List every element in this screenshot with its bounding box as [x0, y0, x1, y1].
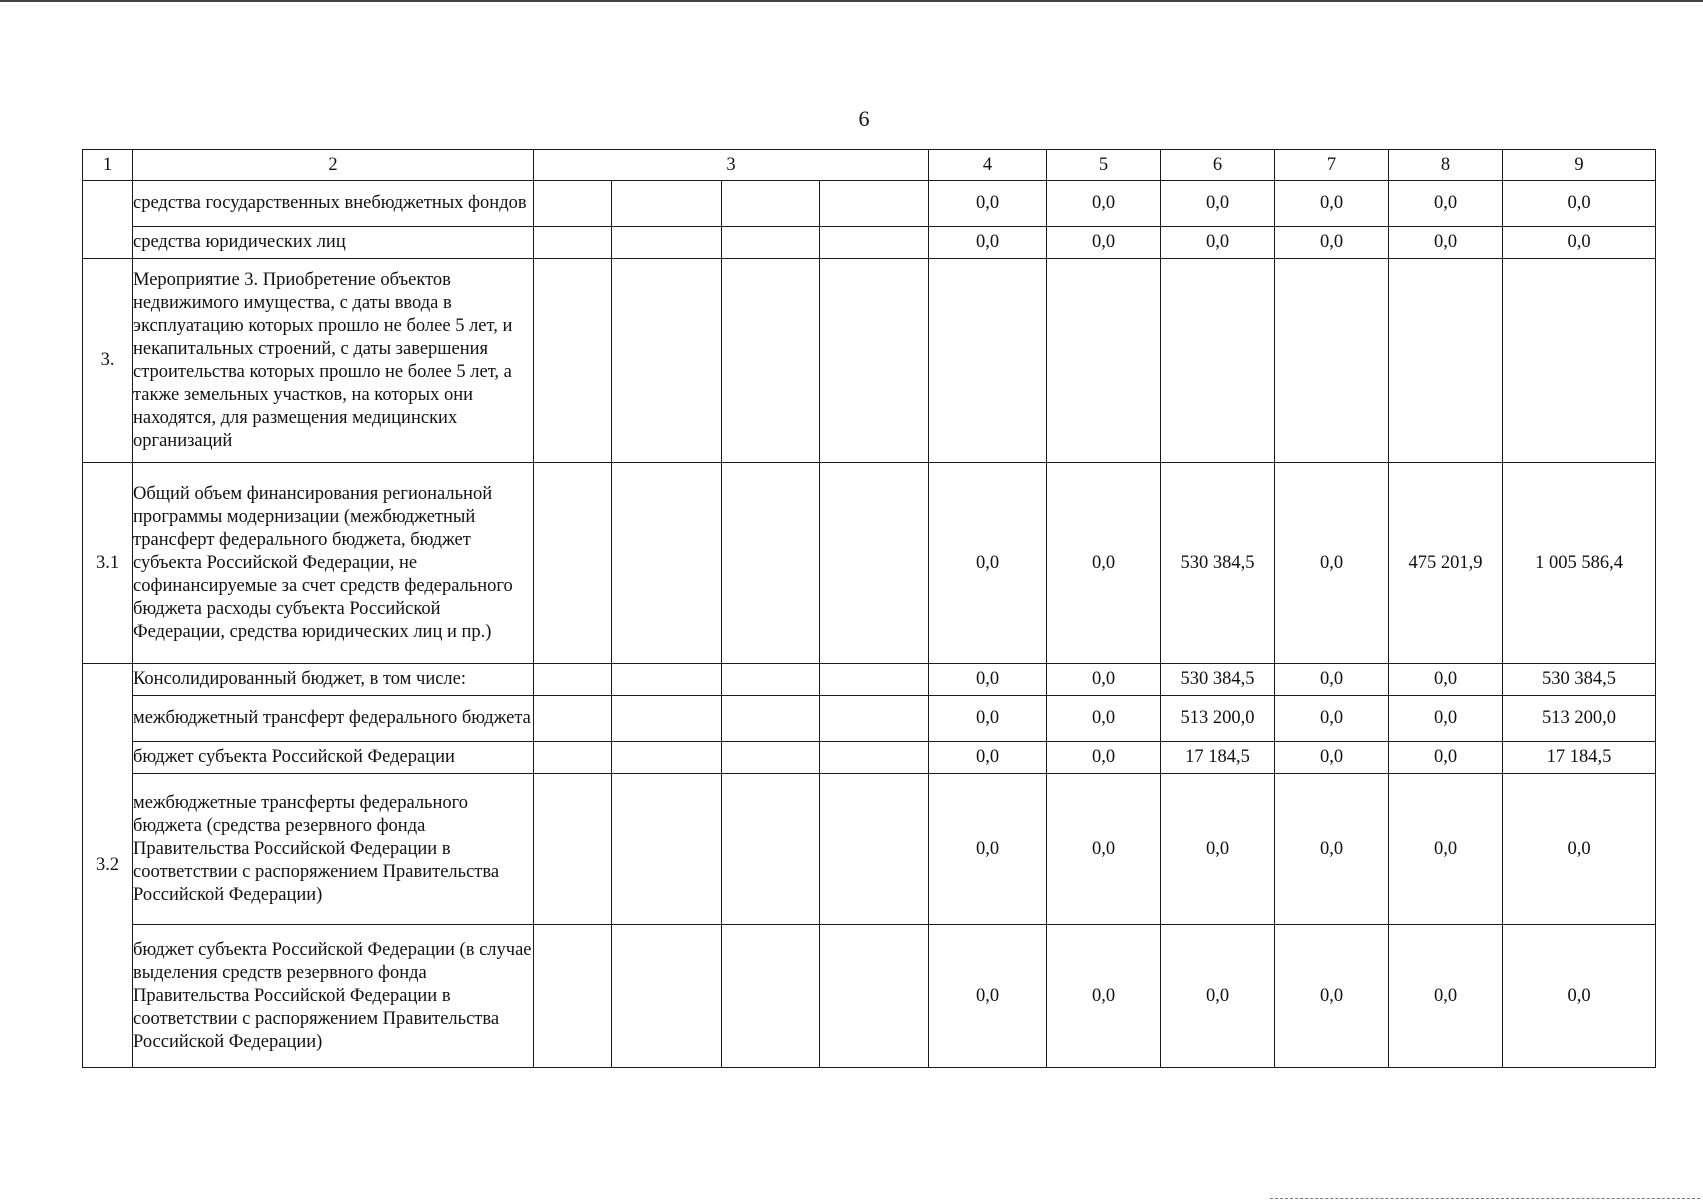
empty-cell — [820, 259, 929, 463]
value-col-4: 0,0 — [929, 463, 1047, 664]
header-col-5: 5 — [1047, 150, 1161, 181]
header-col-7: 7 — [1275, 150, 1389, 181]
empty-cell — [722, 463, 820, 664]
table-row — [83, 463, 1656, 664]
value-col-9: 530 384,5 — [1503, 664, 1656, 696]
empty-cell — [820, 463, 929, 664]
value-col-4: 0,0 — [929, 227, 1047, 259]
empty-cell — [534, 463, 612, 664]
empty-cell — [820, 227, 929, 259]
row-description: Общий объем финансирования региональной программы модернизации (межбюджетный трансферт федерального бюджета, бюджет субъекта Российской Федерации, не софинансируемые за счет средств федерального бюджета расходы субъекта Российской Федерации, средства юридических лиц и пр.) — [133, 463, 534, 664]
empty-cell — [612, 925, 722, 1068]
value-col-8 — [1389, 259, 1503, 463]
table-row — [83, 227, 1656, 259]
empty-cell — [534, 664, 612, 696]
row-description: Консолидированный бюджет, в том числе: — [133, 664, 534, 696]
value-col-9: 17 184,5 — [1503, 742, 1656, 774]
row-description: средства юридических лиц — [133, 227, 534, 259]
empty-cell — [722, 925, 820, 1068]
empty-cell — [722, 774, 820, 925]
row-description: средства государственных внебюджетных фондов — [133, 181, 534, 227]
table-row — [83, 664, 1656, 696]
value-col-4 — [929, 259, 1047, 463]
row-description: бюджет субъекта Российской Федерации (в случае выделения средств резервного фонда Правительства Российской Федерации в соответствии с распоряжением Правительства Российской Федерации) — [133, 925, 534, 1068]
value-col-7: 0,0 — [1275, 227, 1389, 259]
table-row — [83, 181, 1656, 227]
empty-cell — [820, 664, 929, 696]
value-col-9: 1 005 586,4 — [1503, 463, 1656, 664]
value-col-7: 0,0 — [1275, 463, 1389, 664]
row-number — [83, 181, 133, 259]
header-col-8: 8 — [1389, 150, 1503, 181]
value-col-9: 0,0 — [1503, 227, 1656, 259]
value-col-5: 0,0 — [1047, 463, 1161, 664]
scan-top-edge — [0, 0, 1703, 2]
empty-cell — [612, 259, 722, 463]
value-col-4: 0,0 — [929, 925, 1047, 1068]
row-number: 3. — [83, 259, 133, 463]
value-col-8: 0,0 — [1389, 774, 1503, 925]
value-col-7: 0,0 — [1275, 742, 1389, 774]
row-description: Мероприятие 3. Приобретение объектов недвижимого имущества, с даты ввода в эксплуатацию которых прошло не более 5 лет, и некапитальных строений, с даты завершения строительства которых прошло не более 5 лет, а также земельных участков, на которых они находятся, для размещения медицинских организаций — [133, 259, 534, 463]
empty-cell — [534, 696, 612, 742]
value-col-7: 0,0 — [1275, 664, 1389, 696]
value-col-8: 0,0 — [1389, 227, 1503, 259]
value-col-7: 0,0 — [1275, 925, 1389, 1068]
empty-cell — [534, 742, 612, 774]
empty-cell — [534, 181, 612, 227]
empty-cell — [722, 664, 820, 696]
row-number: 3.2 — [83, 664, 133, 1068]
value-col-7: 0,0 — [1275, 696, 1389, 742]
empty-cell — [534, 227, 612, 259]
empty-cell — [820, 925, 929, 1068]
empty-cell — [612, 696, 722, 742]
value-col-6: 17 184,5 — [1161, 742, 1275, 774]
header-col-2: 2 — [133, 150, 534, 181]
value-col-9 — [1503, 259, 1656, 463]
empty-cell — [820, 181, 929, 227]
header-col-9: 9 — [1503, 150, 1656, 181]
empty-cell — [612, 463, 722, 664]
page-number: 6 — [858, 106, 870, 131]
empty-cell — [820, 742, 929, 774]
value-col-9: 513 200,0 — [1503, 696, 1656, 742]
empty-cell — [722, 181, 820, 227]
value-col-5: 0,0 — [1047, 181, 1161, 227]
table-row — [83, 774, 1656, 925]
row-description: бюджет субъекта Российской Федерации — [133, 742, 534, 774]
value-col-5: 0,0 — [1047, 774, 1161, 925]
value-col-5: 0,0 — [1047, 742, 1161, 774]
value-col-4: 0,0 — [929, 664, 1047, 696]
value-col-6: 0,0 — [1161, 227, 1275, 259]
value-col-6: 0,0 — [1161, 774, 1275, 925]
table-row — [83, 742, 1656, 774]
value-col-8: 0,0 — [1389, 181, 1503, 227]
row-description: межбюджетный трансферт федерального бюджета — [133, 696, 534, 742]
value-col-7 — [1275, 259, 1389, 463]
value-col-5: 0,0 — [1047, 664, 1161, 696]
header-row — [83, 150, 1656, 181]
empty-cell — [820, 696, 929, 742]
empty-cell — [612, 227, 722, 259]
value-col-9: 0,0 — [1503, 181, 1656, 227]
value-col-8: 0,0 — [1389, 742, 1503, 774]
header-col-6: 6 — [1161, 150, 1275, 181]
value-col-4: 0,0 — [929, 774, 1047, 925]
value-col-5: 0,0 — [1047, 925, 1161, 1068]
empty-cell — [534, 259, 612, 463]
empty-cell — [612, 664, 722, 696]
value-col-5 — [1047, 259, 1161, 463]
table-row — [83, 696, 1656, 742]
empty-cell — [722, 696, 820, 742]
value-col-9: 0,0 — [1503, 774, 1656, 925]
empty-cell — [722, 227, 820, 259]
value-col-6: 530 384,5 — [1161, 463, 1275, 664]
empty-cell — [722, 259, 820, 463]
table-row — [83, 925, 1656, 1068]
empty-cell — [534, 774, 612, 925]
header-col-3: 3 — [534, 150, 929, 181]
empty-cell — [820, 774, 929, 925]
value-col-7: 0,0 — [1275, 774, 1389, 925]
empty-cell — [612, 181, 722, 227]
value-col-4: 0,0 — [929, 742, 1047, 774]
value-col-4: 0,0 — [929, 696, 1047, 742]
table-row — [83, 259, 1656, 463]
value-col-6: 513 200,0 — [1161, 696, 1275, 742]
empty-cell — [612, 774, 722, 925]
value-col-6: 0,0 — [1161, 181, 1275, 227]
financing-table — [82, 149, 1656, 1068]
header-col-4: 4 — [929, 150, 1047, 181]
value-col-4: 0,0 — [929, 181, 1047, 227]
empty-cell — [612, 742, 722, 774]
value-col-6: 0,0 — [1161, 925, 1275, 1068]
value-col-6: 530 384,5 — [1161, 664, 1275, 696]
empty-cell — [722, 742, 820, 774]
value-col-5: 0,0 — [1047, 227, 1161, 259]
value-col-9: 0,0 — [1503, 925, 1656, 1068]
value-col-8: 475 201,9 — [1389, 463, 1503, 664]
value-col-8: 0,0 — [1389, 925, 1503, 1068]
row-number: 3.1 — [83, 463, 133, 664]
value-col-8: 0,0 — [1389, 696, 1503, 742]
value-col-7: 0,0 — [1275, 181, 1389, 227]
header-col-1: 1 — [83, 150, 133, 181]
empty-cell — [534, 925, 612, 1068]
value-col-5: 0,0 — [1047, 696, 1161, 742]
value-col-8: 0,0 — [1389, 664, 1503, 696]
row-description: межбюджетные трансферты федерального бюджета (средства резервного фонда Правительства Российской Федерации в соответствии с распоряжением Правительства Российской Федерации) — [133, 774, 534, 925]
value-col-6 — [1161, 259, 1275, 463]
